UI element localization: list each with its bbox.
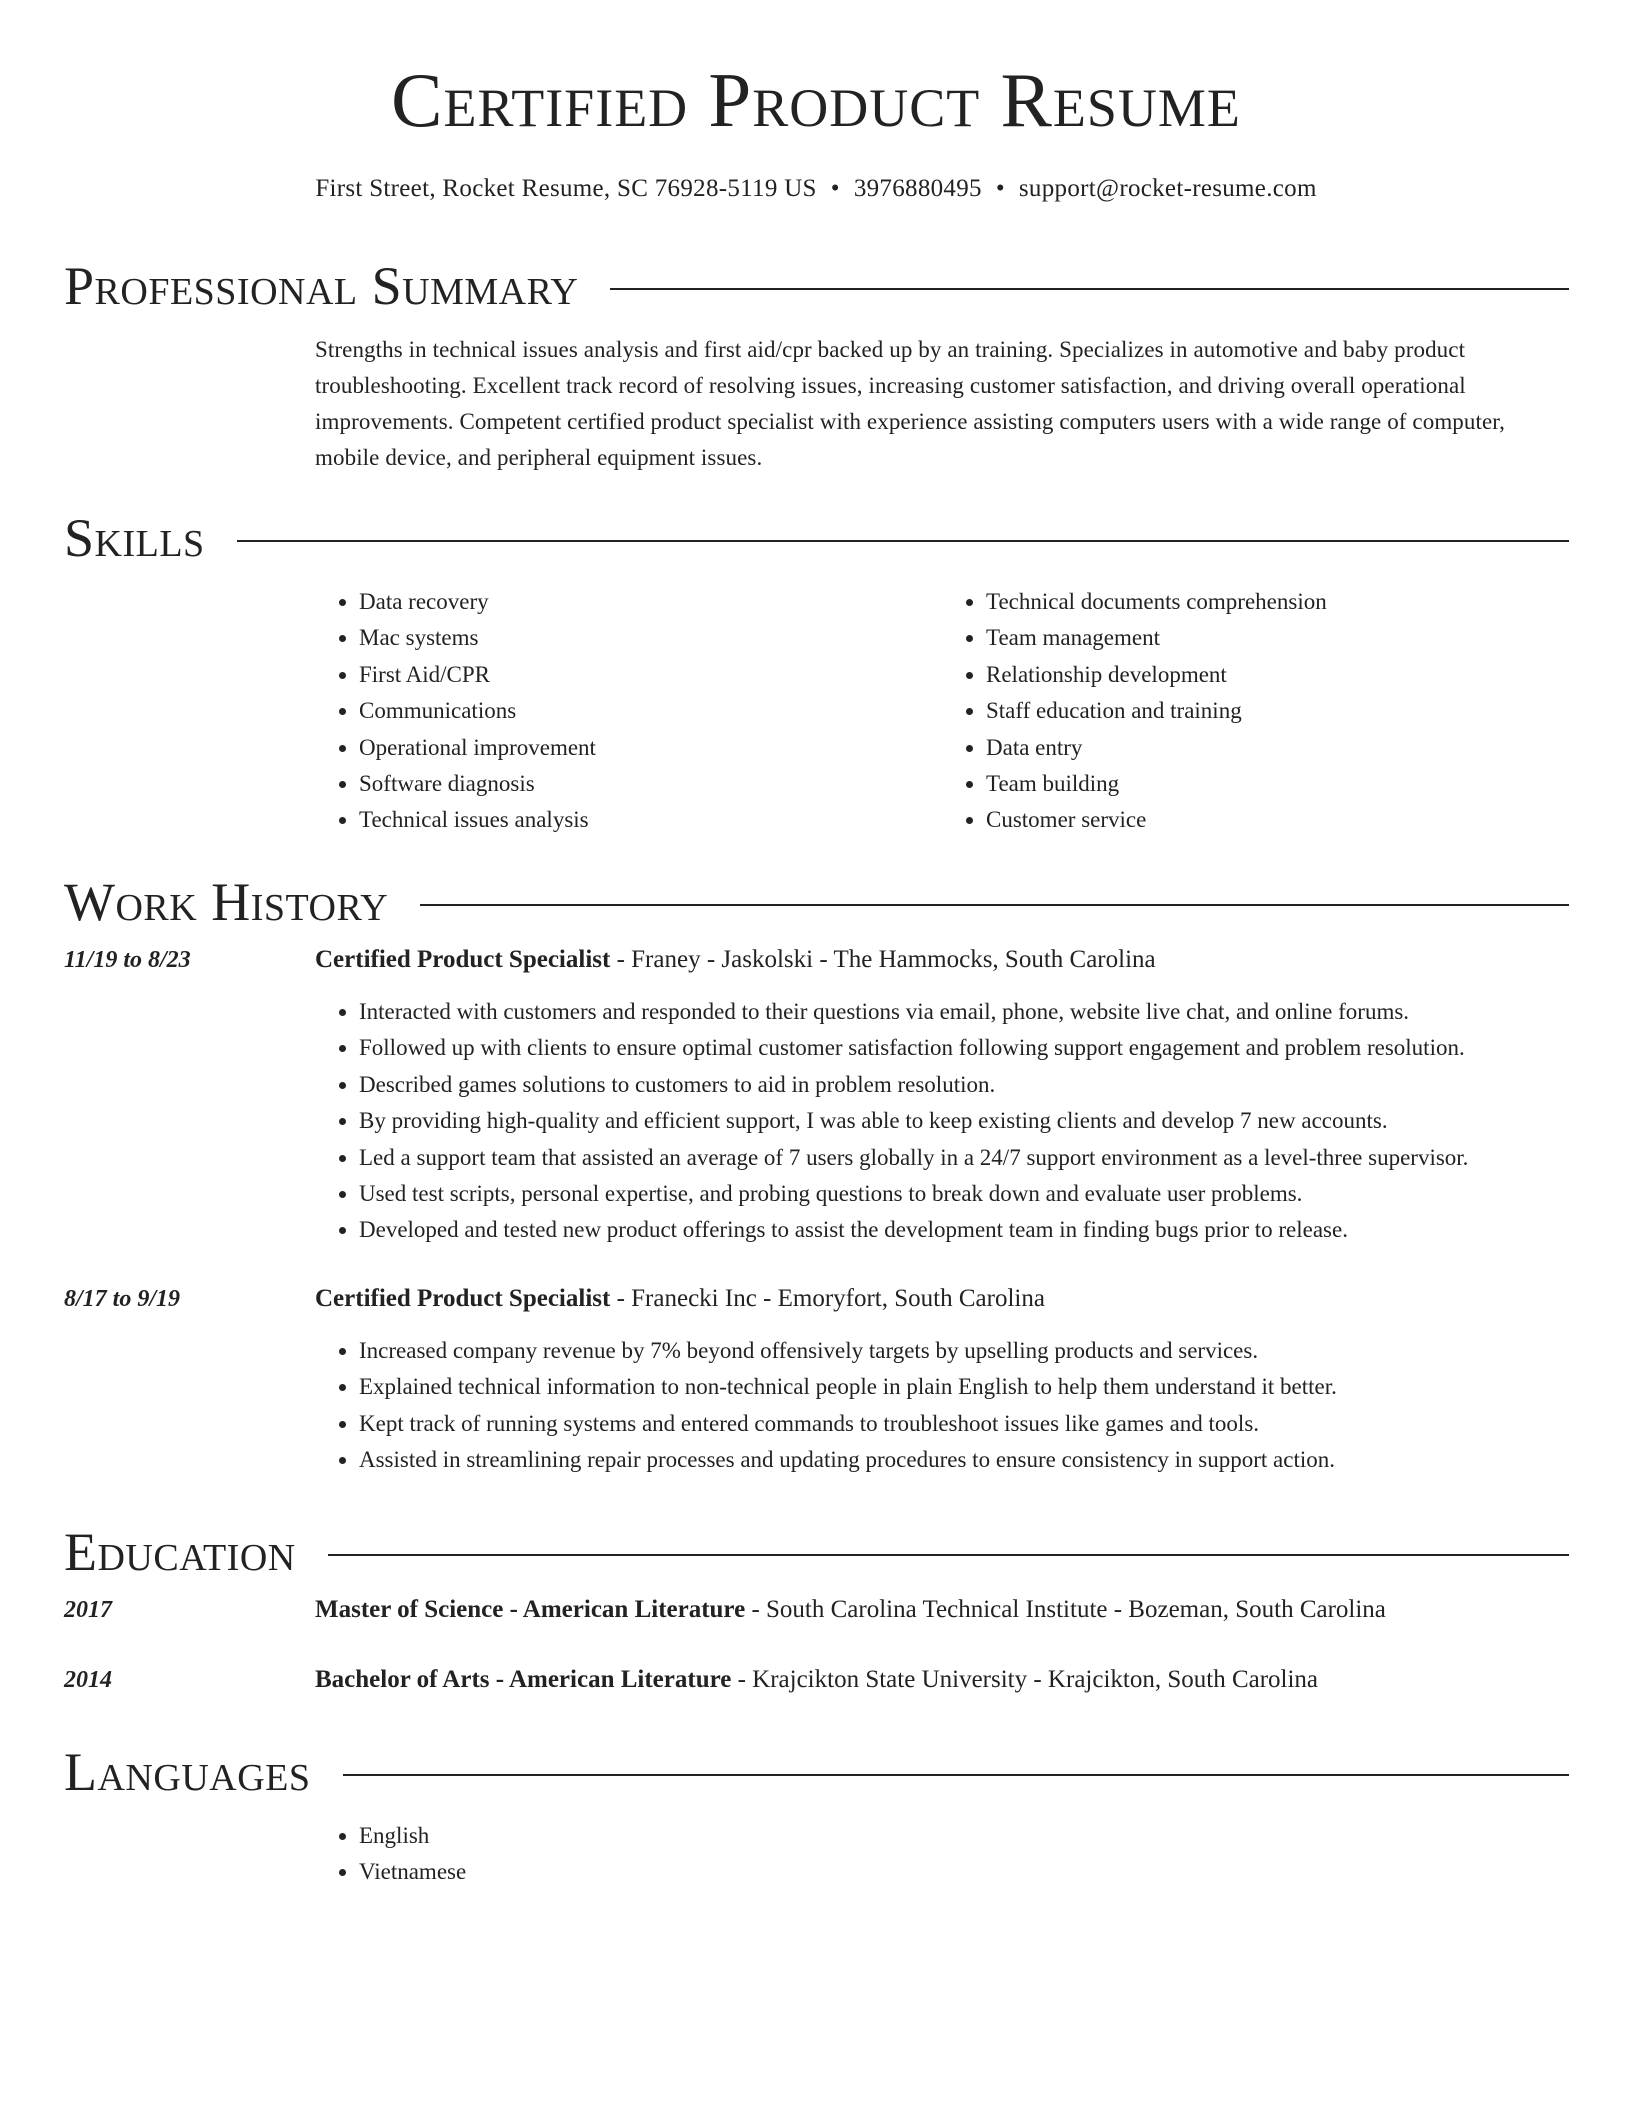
section-divider bbox=[343, 1774, 1570, 1776]
languages-list bbox=[315, 1818, 1569, 1891]
job-heading bbox=[315, 1281, 1569, 1317]
summary-header bbox=[64, 256, 1569, 316]
job-details bbox=[315, 1281, 1569, 1479]
job-duty: • Described games solutions to customers to aid in problem resolution. bbox=[359, 1067, 1569, 1103]
job-dates: 8/17 to 9/19 bbox=[64, 1285, 181, 1312]
contact-email: support@rocket-resume.com bbox=[1018, 175, 1317, 202]
skill-item: • Data recovery bbox=[359, 584, 942, 620]
contact-separator: • bbox=[830, 175, 840, 202]
language-item: • English bbox=[359, 1818, 1569, 1854]
education-title: Education bbox=[64, 1522, 296, 1582]
job-employer: - Franecki Inc - Emoryfort, South Carolina bbox=[610, 1284, 1045, 1312]
job-duty: • Developed and tested new product offerings to assist the development team in finding bugs prior to release. bbox=[359, 1212, 1569, 1248]
contact-line bbox=[0, 174, 1632, 204]
job-duty: • Used test scripts, personal expertise, and probing questions to break down and evaluate user problems. bbox=[359, 1176, 1569, 1212]
languages-header bbox=[64, 1742, 1569, 1802]
job-duty: • By providing high-quality and efficient support, I was able to keep existing clients and develop 7 new accounts. bbox=[359, 1103, 1569, 1139]
education-entry bbox=[64, 1592, 1569, 1628]
skill-item: • Team management bbox=[986, 620, 1569, 656]
job-entry bbox=[64, 1281, 1569, 1479]
job-title: Certified Product Specialist bbox=[315, 946, 611, 973]
skill-item: • Staff education and training bbox=[986, 693, 1569, 729]
education-entry bbox=[64, 1662, 1569, 1698]
skills-header bbox=[64, 508, 1569, 568]
summary-title: Professional Summary bbox=[64, 256, 579, 316]
education-school: - Krajcikton State University - Krajcikton, South Carolina bbox=[731, 1666, 1319, 1693]
job-duty: • Increased company revenue by 7% beyond offensively targets by upselling products and services. bbox=[359, 1333, 1569, 1369]
job-title: Certified Product Specialist bbox=[315, 1284, 611, 1312]
job-employer: - Franey - Jaskolski - The Hammocks, South Carolina bbox=[610, 946, 1156, 973]
education-year: 2017 bbox=[64, 1597, 112, 1623]
languages-section bbox=[64, 1742, 1569, 1891]
job-duties bbox=[315, 1333, 1569, 1479]
work-history-header bbox=[64, 872, 1569, 932]
skill-item: • Mac systems bbox=[359, 620, 942, 656]
job-duty: • Followed up with clients to ensure optimal customer satisfaction following support engagement and problem resolution. bbox=[359, 1030, 1569, 1066]
skills-title: Skills bbox=[64, 508, 205, 568]
section-divider bbox=[237, 540, 1569, 542]
job-duty: • Kept track of running systems and entered commands to troubleshoot issues like games and tools. bbox=[359, 1406, 1569, 1442]
education-header bbox=[64, 1522, 1569, 1582]
education-details bbox=[315, 1592, 1569, 1628]
skill-item: • Technical issues analysis bbox=[359, 802, 942, 838]
contact-address: First Street, Rocket Resume, SC 76928-5119 US bbox=[315, 175, 817, 202]
skill-item: • Relationship development bbox=[986, 657, 1569, 693]
job-details bbox=[315, 942, 1569, 1249]
skills-list-right bbox=[942, 584, 1569, 839]
education-school: - South Carolina Technical Institute - Bozeman, South Carolina bbox=[745, 1596, 1386, 1623]
education-year: 2014 bbox=[64, 1667, 112, 1693]
job-heading bbox=[315, 942, 1569, 978]
skill-item: • Technical documents comprehension bbox=[986, 584, 1569, 620]
job-duty: • Interacted with customers and responded to their questions via email, phone, website live chat, and online forums. bbox=[359, 994, 1569, 1030]
job-duties bbox=[315, 994, 1569, 1249]
education-section bbox=[64, 1522, 1569, 1698]
skill-item: • Software diagnosis bbox=[359, 766, 942, 802]
skills-columns bbox=[315, 584, 1569, 839]
section-divider bbox=[610, 288, 1569, 290]
skill-item: • Communications bbox=[359, 693, 942, 729]
job-dates: 11/19 to 8/23 bbox=[64, 947, 191, 973]
resume-name: Certified Product Resume bbox=[391, 57, 1241, 143]
skills-section bbox=[64, 508, 1569, 839]
work-history-section bbox=[64, 872, 1569, 1478]
job-duty: • Explained technical information to non-technical people in plain English to help them understand it better. bbox=[359, 1369, 1569, 1405]
skill-item: • First Aid/CPR bbox=[359, 657, 942, 693]
work-history-title: Work History bbox=[64, 872, 389, 932]
education-details bbox=[315, 1662, 1569, 1698]
education-degree: Bachelor of Arts - American Literature bbox=[315, 1666, 732, 1693]
education-degree: Master of Science - American Literature bbox=[315, 1596, 746, 1623]
skill-item: • Data entry bbox=[986, 730, 1569, 766]
language-item: • Vietnamese bbox=[359, 1854, 1569, 1890]
skill-item: • Team building bbox=[986, 766, 1569, 802]
summary-text: Strengths in technical issues analysis and first aid/cpr backed up by an training. Specializes in automotive and baby product troubleshooting. Excellent track record of resolving issues, increasing customer satisfaction, and driving overall operational improvements. Competent certified product specialist with experience assisting computers users with a wide range of computer, mobile device, and peripheral equipment issues. bbox=[315, 337, 1505, 470]
skills-list-left bbox=[315, 584, 942, 839]
contact-phone: 3976880495 bbox=[853, 175, 982, 202]
contact-separator: • bbox=[995, 175, 1005, 202]
section-divider bbox=[420, 904, 1569, 906]
job-entry bbox=[64, 942, 1569, 1249]
job-duty: • Led a support team that assisted an average of 7 users globally in a 24/7 support environment as a level-three supervisor. bbox=[359, 1140, 1569, 1176]
section-divider bbox=[328, 1554, 1569, 1556]
job-duty: • Assisted in streamlining repair processes and updating procedures to ensure consistency in support action. bbox=[359, 1442, 1569, 1478]
skill-item: • Customer service bbox=[986, 802, 1569, 838]
skill-item: • Operational improvement bbox=[359, 730, 942, 766]
languages-title: Languages bbox=[64, 1742, 311, 1802]
summary-section bbox=[64, 256, 1569, 476]
